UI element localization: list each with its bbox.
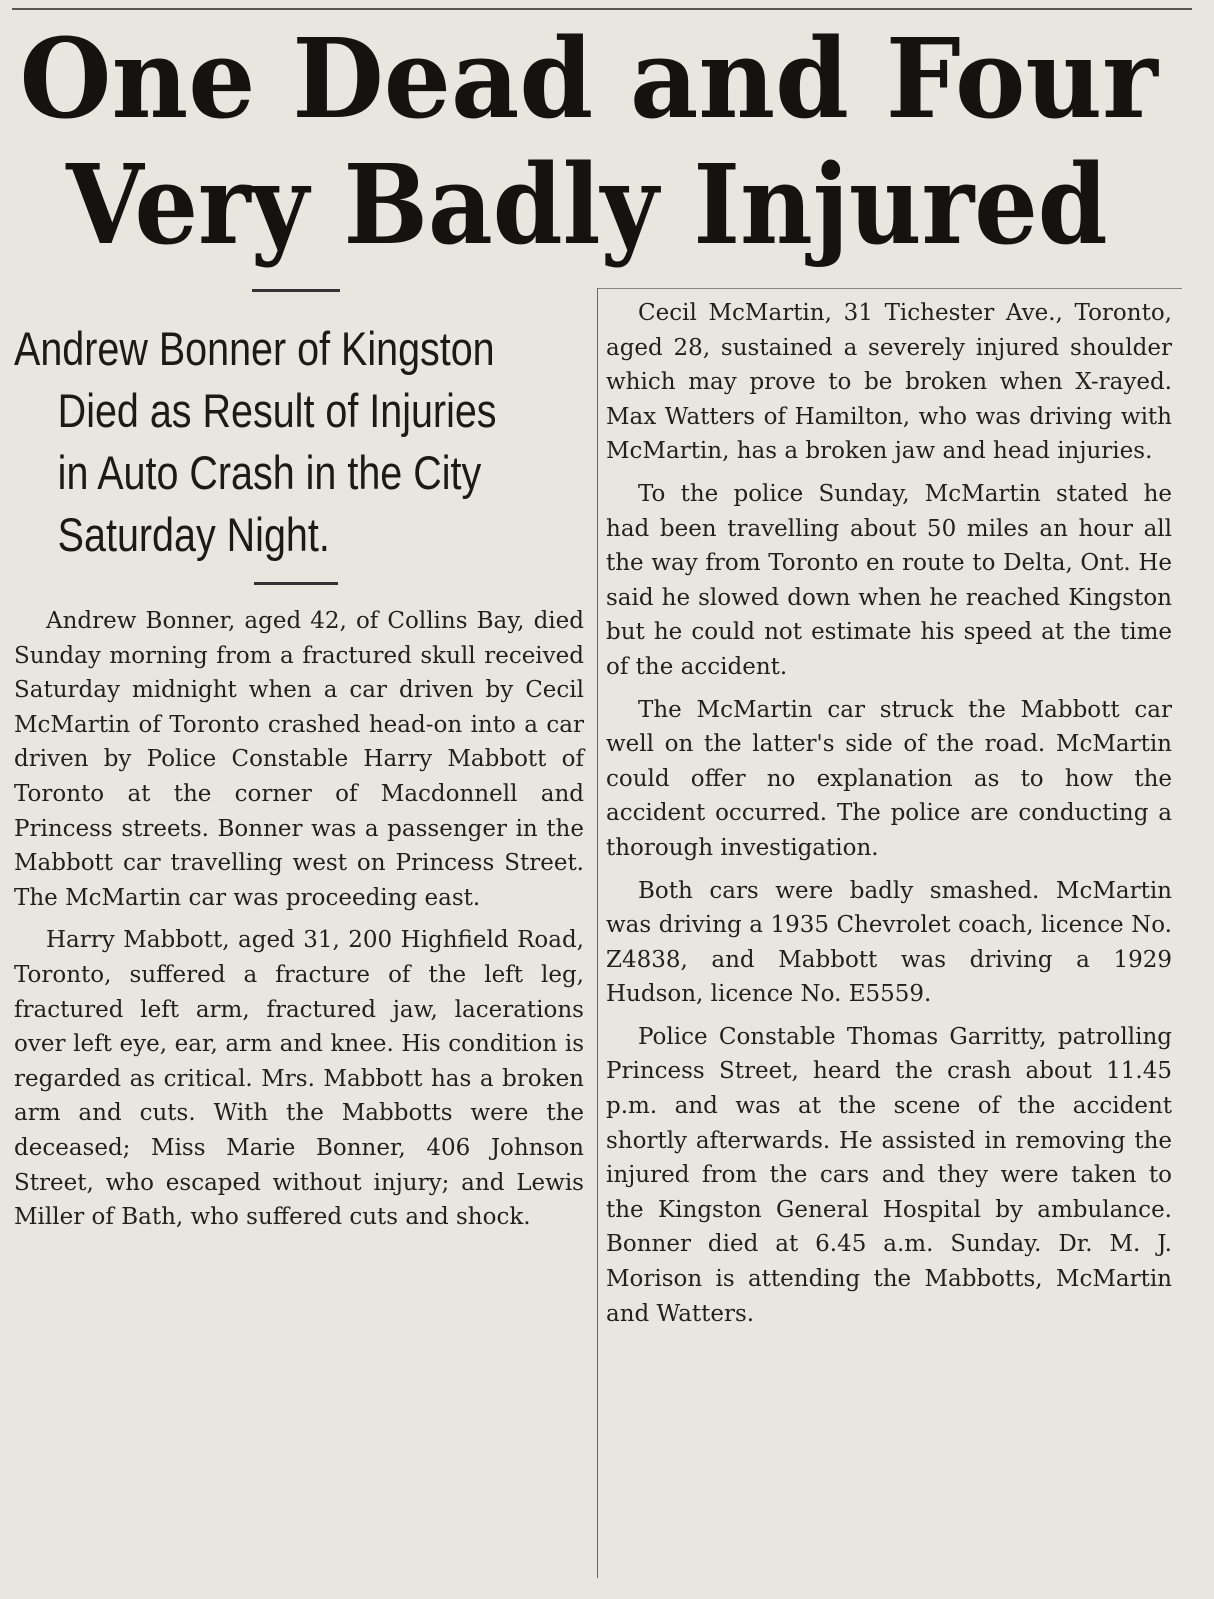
article-paragraph: The McMartin car struck the Mabbott car well on the latter's side of the road. McMartin could offer no explanation as to how the accident occurred. The police are conducting a thorough investigation. xyxy=(606,696,1172,861)
article-paragraph: Both cars were badly smashed. McMartin was driving a 1935 Chevrolet coach, licence No. Z4838, and Mabbott was driving a 1929 Hudson, licence No. E5559. xyxy=(606,877,1172,1008)
headline-divider-rule xyxy=(252,289,340,292)
right-column-top-rule xyxy=(598,288,1182,289)
subheadline-line: Died as Result of Injuries xyxy=(57,384,497,437)
column-divider xyxy=(597,288,598,1578)
subheadline-divider-rule xyxy=(254,582,338,585)
article-right-column xyxy=(606,296,1172,1331)
article-paragraph: Police Constable Thomas Garritty, patrolling Princess Street, heard the crash about 11.45 p.m. and was at the scene of the accident shortly afterwards. He assisted in removing the injured from the cars and they were taken to the Kingston General Hospital by ambulance. Bonner died at 6.45 a.m. Sunday. Dr. M. J. Morison is attending the Mabbotts, McMartin and Watters. xyxy=(606,1023,1172,1327)
article-paragraph: Cecil McMartin, 31 Tichester Ave., Toronto, aged 28, sustained a severely injured shoulder which may prove to be broken when X-rayed. Max Watters of Hamilton, who was driving with McMartin, has a broken jaw and head injuries. xyxy=(606,300,1172,465)
article-paragraph: To the police Sunday, McMartin stated he had been travelling about 50 miles an hour all the way from Toronto en route to Delta, Ont. He said he slowed down when he reached Kingston but he could not estimate his speed at the time of the accident. xyxy=(606,480,1172,680)
article-paragraph: Andrew Bonner, aged 42, of Collins Bay, died Sunday morning from a fractured skull received Saturday midnight when a car driven by Cecil McMartin of Toronto crashed head-on into a car driven by Police Constable Harry Mabbott of Toronto at the corner of Macdonnell and Princess streets. Bonner was a passenger in the Mabbott car travelling west on Princess Street. The McMartin car was proceeding east. xyxy=(14,608,584,911)
headline-line-2: Very Badly Injured xyxy=(66,140,1108,269)
subheadline xyxy=(14,318,501,566)
headline-line-1: One Dead and Four xyxy=(19,14,1158,143)
subheadline-line: Saturday Night. xyxy=(57,508,330,561)
article-left-column xyxy=(14,604,584,1235)
subheadline-line: in Auto Crash in the City xyxy=(57,446,482,499)
subheadline-line: Andrew Bonner of Kingston xyxy=(14,322,495,375)
article-paragraph: Harry Mabbott, aged 31, 200 Highfield Road, Toronto, suffered a fracture of the left leg, fractured left arm, fractured jaw, lacerations over left eye, ear, arm and knee. His condition is regarded as critical. Mrs. Mabbott has a broken arm and cuts. With the Mabbotts were the deceased; Miss Marie Bonner, 406 Johnson Street, who escaped without injury; and Lewis Miller of Bath, who suffered cuts and shock. xyxy=(14,927,584,1231)
top-border-rule xyxy=(12,8,1192,10)
